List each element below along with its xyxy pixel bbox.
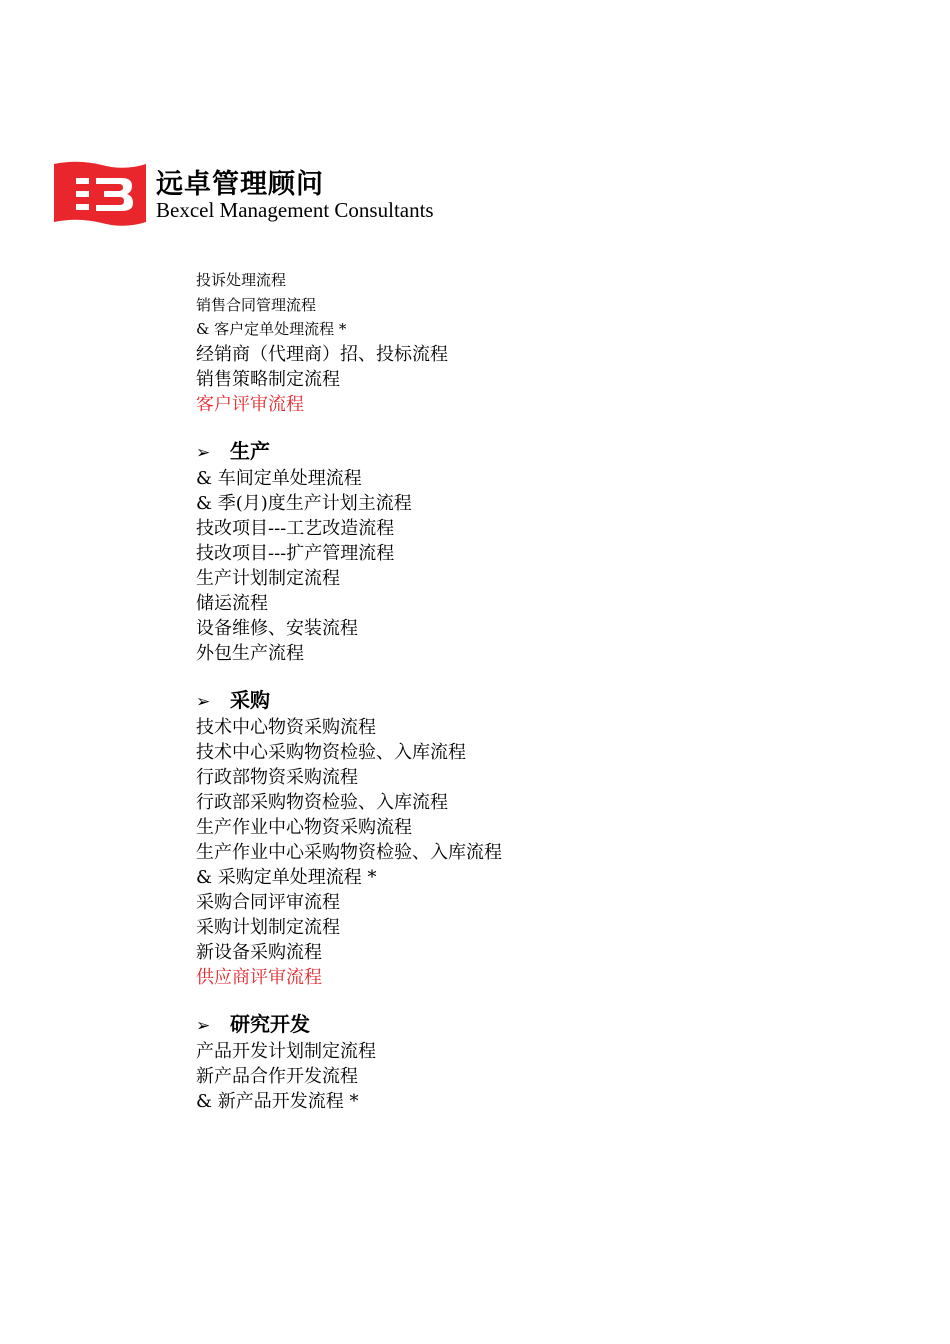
list-item: 新产品合作开发流程 <box>196 1065 358 1087</box>
list-item: 新设备采购流程 <box>196 941 322 963</box>
company-logo <box>52 160 482 230</box>
list-item-highlight: 供应商评审流程 <box>196 966 322 988</box>
list-item: 设备维修、安装流程 <box>196 617 358 639</box>
list-item: & 新产品开发流程 * <box>196 1090 359 1112</box>
section-heading-purchasing <box>196 687 896 715</box>
list-item: 技术中心采购物资检验、入库流程 <box>196 741 466 763</box>
list-item: 产品开发计划制定流程 <box>196 1040 376 1062</box>
list-item: 销售策略制定流程 <box>196 368 340 390</box>
list-item: 生产作业中心采购物资检验、入库流程 <box>196 841 502 863</box>
list-item: & 季(月)度生产计划主流程 <box>196 492 412 514</box>
arrow-bullet-icon: ➢ <box>196 691 211 712</box>
process-list <box>196 268 896 1114</box>
section-title: 生产 <box>230 438 270 463</box>
list-item: 行政部采购物资检验、入库流程 <box>196 791 448 813</box>
list-item: 行政部物资采购流程 <box>196 766 358 788</box>
company-name-cn: 远卓管理顾问 <box>156 169 324 200</box>
section-title: 采购 <box>230 687 270 712</box>
company-name-en: Bexcel Management Consultants <box>156 198 434 222</box>
list-item: 外包生产流程 <box>196 642 304 664</box>
list-item: 采购合同评审流程 <box>196 891 340 913</box>
arrow-bullet-icon: ➢ <box>196 1015 211 1036</box>
section-title: 研究开发 <box>230 1011 310 1036</box>
list-item: 技术中心物资采购流程 <box>196 716 376 738</box>
list-item: 储运流程 <box>196 592 268 614</box>
list-item: 采购计划制定流程 <box>196 916 340 938</box>
list-item: & 客户定单处理流程 * <box>196 320 347 338</box>
section-heading-rnd <box>196 1011 896 1039</box>
list-item: 技改项目---扩产管理流程 <box>196 542 395 564</box>
bexcel-logo-icon <box>52 160 148 230</box>
list-item: 生产作业中心物资采购流程 <box>196 816 412 838</box>
section-heading-production <box>196 438 896 466</box>
arrow-bullet-icon: ➢ <box>196 442 211 463</box>
list-item: & 采购定单处理流程 * <box>196 866 377 888</box>
list-item: 经销商（代理商）招、投标流程 <box>196 343 448 365</box>
list-item: 销售合同管理流程 <box>196 295 317 314</box>
list-item: 投诉处理流程 <box>196 271 287 289</box>
list-item-highlight: 客户评审流程 <box>196 393 304 415</box>
list-item: 技改项目---工艺改造流程 <box>196 517 395 539</box>
list-item: 生产计划制定流程 <box>196 567 340 589</box>
list-item: & 车间定单处理流程 <box>196 467 362 489</box>
